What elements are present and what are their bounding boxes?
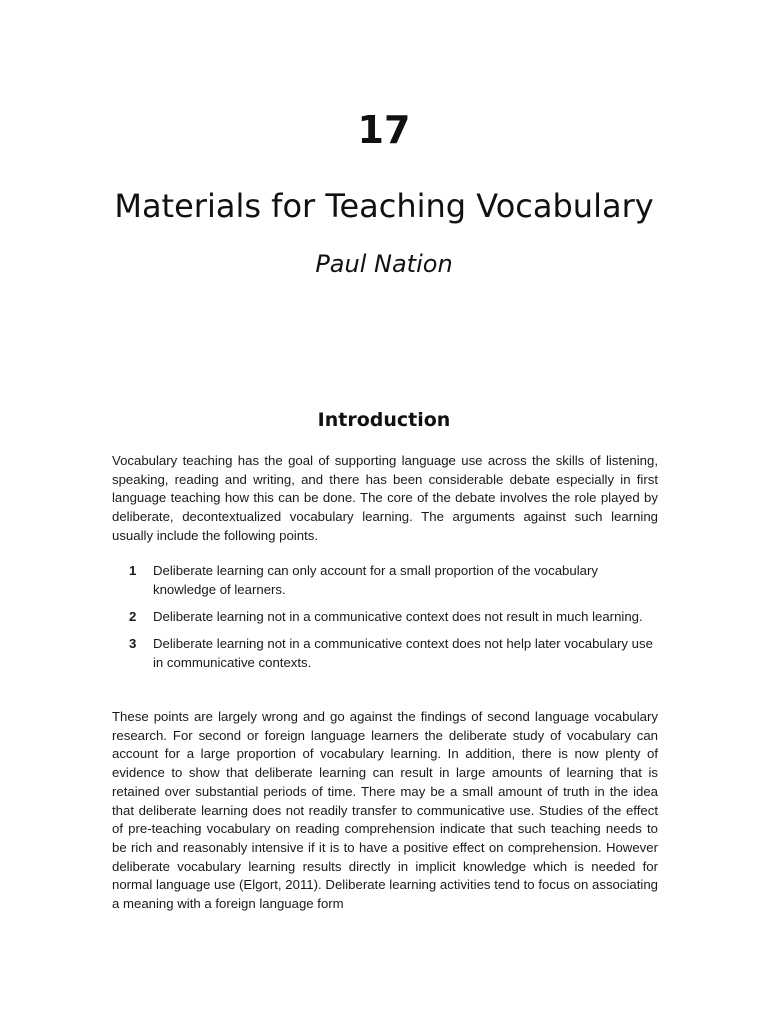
chapter-title: Materials for Teaching Vocabulary <box>114 187 654 225</box>
list-item <box>112 608 658 627</box>
list-item-number: 3 <box>129 636 137 652</box>
list-item-text: Deliberate learning not in a communicative context does not help later vocabulary use in communicative contexts. <box>153 636 653 670</box>
chapter-number: 17 <box>357 108 411 152</box>
chapter-author: Paul Nation <box>315 250 453 278</box>
list-item-number: 1 <box>129 563 137 578</box>
intro-paragraph: Vocabulary teaching has the goal of supporting language use across the skills of listening, speaking, reading and writing, and there has been considerable debate especially in first language teaching how this can be done. The core of the debate involves the role played by deliberate, decontextualized vocabulary learning. The arguments against such learning usually include the following points. <box>112 453 658 543</box>
section-heading: Introduction <box>317 409 451 431</box>
body-paragraph: These points are largely wrong and go against the findings of second language vocabulary research. For second or foreign language learners the deliberate study of vocabulary can account for a large proportion of vocabulary learning. In addition, there is now plenty of evidence to show that deliberate learning can result in large amounts of learning that is retained over substantial periods of time. There may be a small amount of truth in the idea that deliberate learning does not readily transfer to communicative use. Studies of the effect of pre-teaching vocabulary on reading comprehension indicate that such teaching needs to be rich and reasonably intensive if it is to have a positive effect on comprehension. However deliberate vocabulary learning results directly in implicit knowledge which is needed for normal language use (Elgort, 2011). Deliberate learning activities tend to focus on associating a meaning with a foreign language form <box>112 709 658 912</box>
argument-list <box>112 562 658 681</box>
list-item-text: Deliberate learning can only account for a small proportion of the vocabulary knowledge of learners. <box>153 563 598 597</box>
list-item <box>112 562 658 599</box>
list-item-text: Deliberate learning not in a communicative context does not result in much learning. <box>153 608 643 624</box>
list-item <box>112 635 658 672</box>
list-item-number: 2 <box>129 608 137 624</box>
